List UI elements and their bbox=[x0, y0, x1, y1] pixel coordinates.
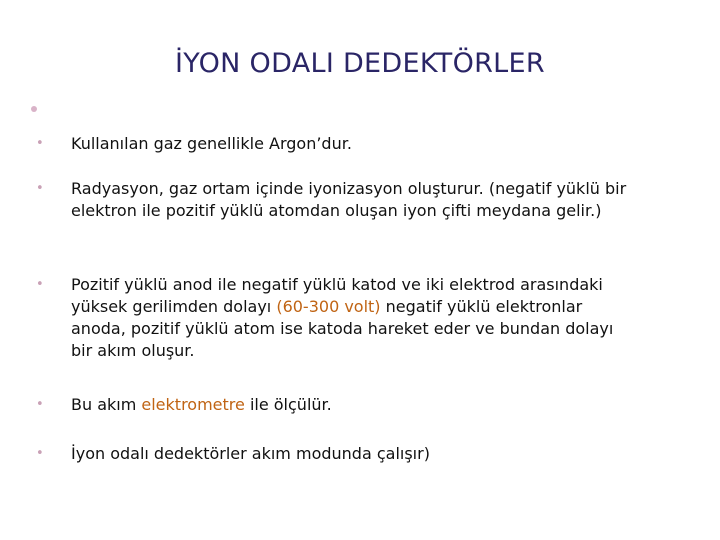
bullet-item bbox=[36, 274, 636, 362]
bullet-item bbox=[36, 443, 636, 465]
bullet-text-before: Bu akım bbox=[71, 395, 142, 414]
bullet-dot-icon: • bbox=[36, 277, 44, 292]
bullet-text: Radyasyon, gaz ortam içinde iyonizasyon oluşturur. (negatif yüklü bir elektron ile pozitif yüklü atomdan oluşan iyon çifti meydana gelir.) bbox=[71, 179, 627, 220]
slide-title: İYON ODALI DEDEKTÖRLER bbox=[175, 48, 545, 79]
bullet-text: İyon odalı dedektörler akım modunda çalışır) bbox=[71, 444, 430, 463]
bullet-text-after: negatif yüklü elektronlar anoda, pozitif yüklü atom ise katoda hareket eder ve bundan dolayı bir akım oluşur. bbox=[71, 297, 614, 360]
bullet-item bbox=[36, 133, 636, 155]
bullet-text: Kullanılan gaz genellikle Argon’dur. bbox=[71, 134, 352, 153]
bullet-text-before: Pozitif yüklü anod ile negatif yüklü katod ve iki elektrod arasındaki yüksek gerilimden dolayı bbox=[71, 275, 603, 316]
bullet-dot-icon: • bbox=[36, 181, 44, 196]
voltage-highlight: (60-300 volt) bbox=[276, 297, 381, 316]
bullet-dot-icon: • bbox=[36, 136, 44, 151]
bullet-text-after: ile ölçülür. bbox=[244, 395, 332, 414]
elektrometre-highlight: elektrometre bbox=[141, 395, 245, 414]
bullet-dot-icon: • bbox=[36, 446, 44, 461]
bullet-dot-icon: • bbox=[36, 397, 44, 412]
bullet-item bbox=[36, 178, 636, 222]
bullet-item bbox=[36, 394, 636, 416]
empty-bullet-dot-icon bbox=[31, 106, 37, 112]
